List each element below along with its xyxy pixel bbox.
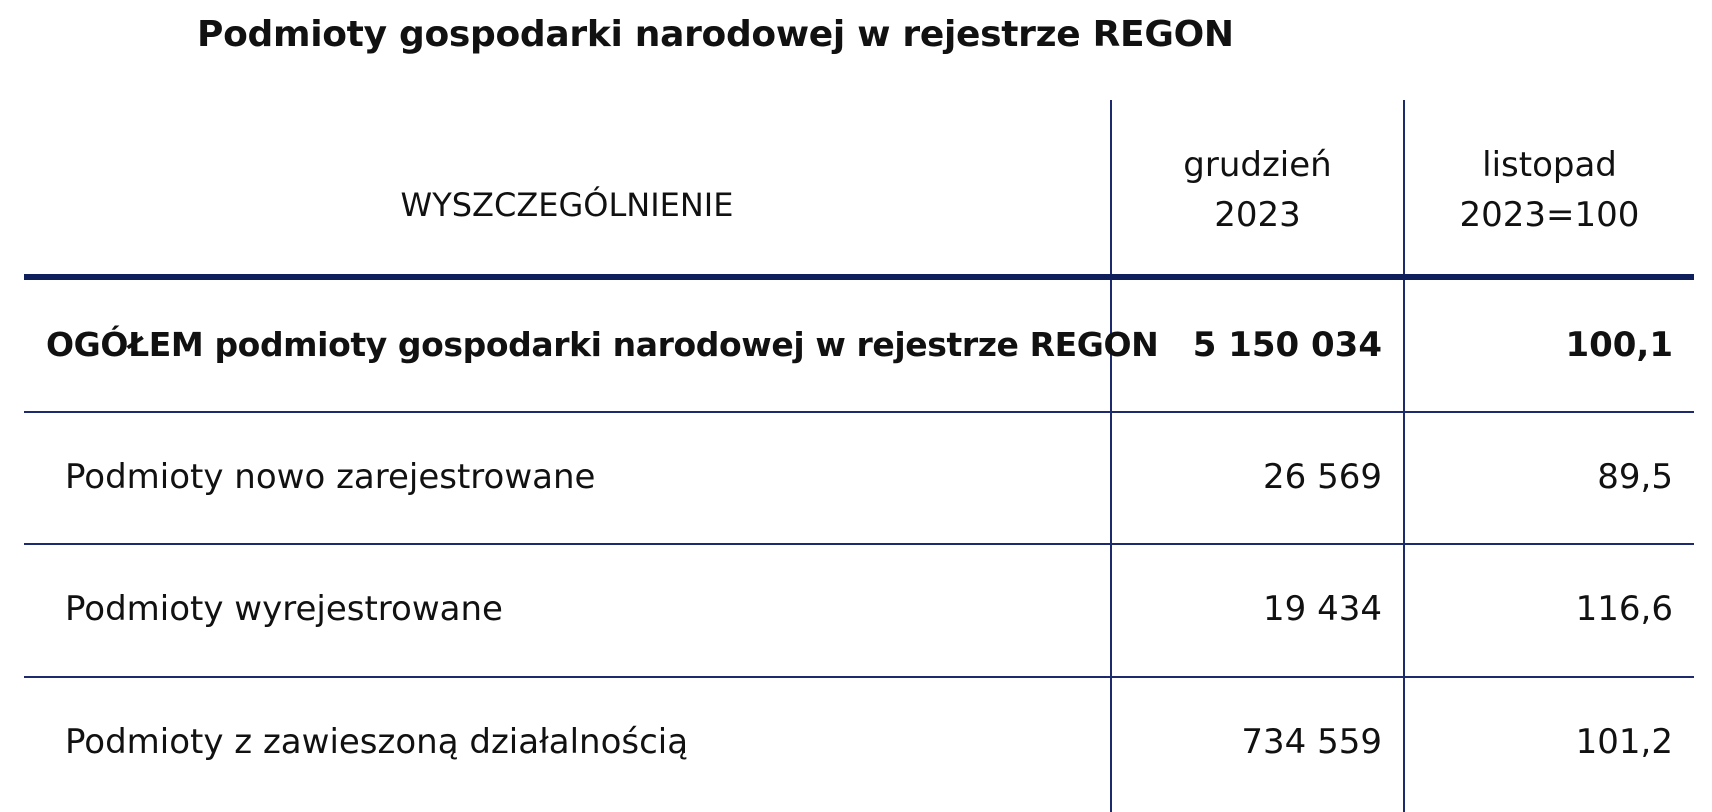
cell-index-new: 89,5: [1597, 457, 1673, 497]
row-separator-2: [24, 543, 1694, 545]
header-separator: [24, 274, 1694, 280]
header-col-listopad: [1405, 140, 1694, 240]
cell-value-suspended: 734 559: [1241, 722, 1382, 762]
row-separator-3: [24, 676, 1694, 678]
row-label-total: OGÓŁEM podmioty gospodarki narodowej w rejestrze REGON: [46, 325, 1159, 364]
row-label-new: Podmioty nowo zarejestrowane: [65, 457, 596, 497]
header-col-grudzien-line2: 2023: [1214, 195, 1301, 235]
cell-index-total: 100,1: [1565, 325, 1673, 365]
header-label: WYSZCZEGÓLNIENIE: [400, 186, 734, 224]
header-col-grudzien-line1: grudzień: [1183, 145, 1332, 185]
row-label-deregistered: Podmioty wyrejestrowane: [65, 589, 503, 629]
header-col-grudzien: [1112, 140, 1403, 240]
cell-index-suspended: 101,2: [1575, 722, 1673, 762]
cell-value-total: 5 150 034: [1192, 325, 1382, 365]
row-label-suspended: Podmioty z zawieszoną działalnością: [65, 722, 689, 762]
row-separator-1: [24, 411, 1694, 413]
cell-value-deregistered: 19 434: [1263, 589, 1382, 629]
header-col-listopad-line1: listopad: [1482, 145, 1617, 185]
header-col-listopad-line2: 2023=100: [1459, 195, 1640, 235]
cell-value-new: 26 569: [1263, 457, 1382, 497]
cell-index-deregistered: 116,6: [1575, 589, 1673, 629]
table-title: Podmioty gospodarki narodowej w rejestrze REGON: [197, 14, 1234, 55]
